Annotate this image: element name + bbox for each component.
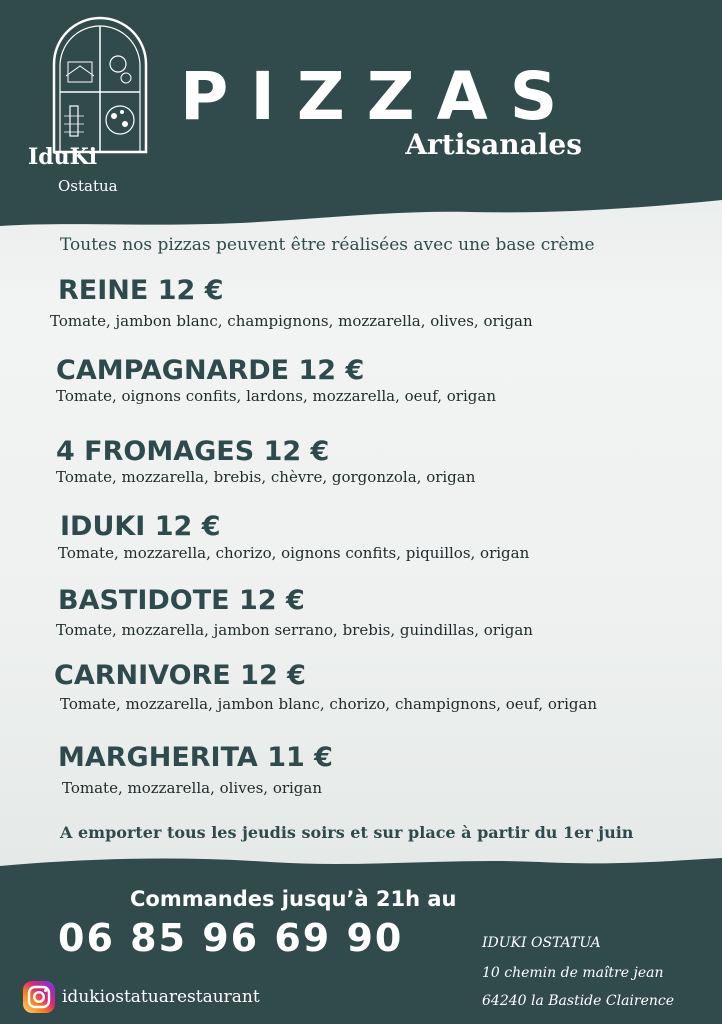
address-line: 64240 la Bastide Clairence [482,993,675,1009]
pizza-name: CARNIVORE 12 € [54,660,306,691]
pizza-name: 4 FROMAGES 12 € [56,436,330,467]
pizza-desc: Tomate, mozzarella, olives, origan [62,779,323,797]
logo-subname: Ostatua [58,177,118,195]
page-subtitle: Artisanales [405,128,582,161]
availability-note: A emporter tous les jeudis soirs et sur place à partir du 1er juin [60,823,634,842]
pizza-desc: Tomate, mozzarella, brebis, chèvre, gorgonzola, origan [56,468,476,486]
instagram-icon [22,980,56,1014]
pizza-desc: Tomate, mozzarella, chorizo, oignons confits, piquillos, origan [58,544,530,562]
pizza-name: CAMPAGNARDE 12 € [56,355,365,386]
pizza-desc: Tomate, mozzarella, jambon blanc, chorizo, champignons, oeuf, origan [60,695,598,713]
order-text: Commandes jusqu’à 21h au [130,887,457,911]
pizza-desc: Tomate, oignons confits, lardons, mozzarella, oeuf, origan [56,387,496,405]
logo-name: IduKi [28,144,98,170]
pizza-name: MARGHERITA 11 € [58,742,333,773]
arched-window-logo-icon [50,16,150,156]
pizza-name: REINE 12 € [58,275,224,306]
pizza-name: BASTIDOTE 12 € [58,585,305,616]
pizza-desc: Tomate, mozzarella, jambon serrano, brebis, guindillas, origan [56,621,533,639]
instagram-handle[interactable]: idukiostatuarestaurant [62,987,260,1007]
pizza-name: IDUKI 12 € [60,511,221,542]
address-line: 10 chemin de maître jean [482,965,664,981]
pizza-desc: Tomate, jambon blanc, champignons, mozzarella, olives, origan [50,312,533,330]
phone-number[interactable]: 06 85 96 69 90 [58,916,404,960]
address-name: IDUKI OSTATUA [482,935,601,951]
intro-text: Toutes nos pizzas peuvent être réalisées avec une base crème [60,235,595,255]
page-title: PIZZAS [180,58,580,135]
